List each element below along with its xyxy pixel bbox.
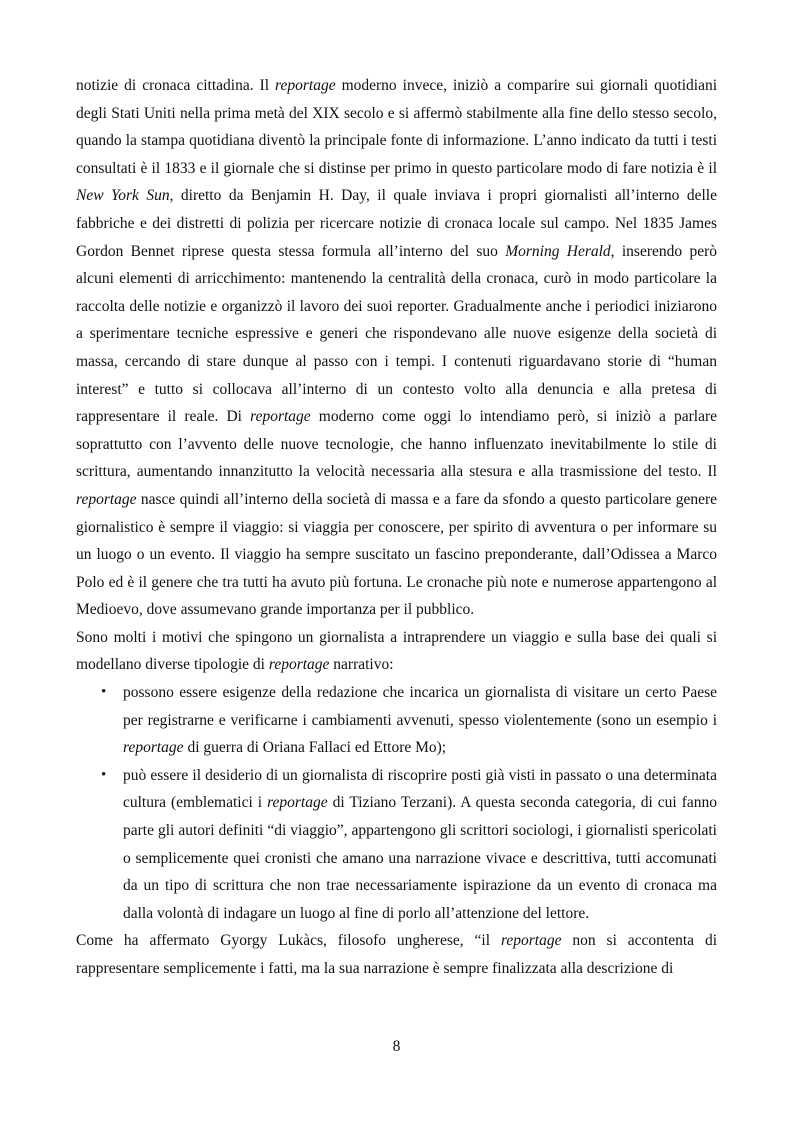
italic-text: reportage [76,490,137,508]
text-run: moderno invece, iniziò a comparire sui giornali quotidiani degli Stati Uniti nella prima metà del XIX secolo e si affermò stabilmente alla fine dello stesso secolo, quando la stampa quotidiana diventò la principale fonte di informazione. L’anno indicato da tutti i testi consultati è il 1833 e il giornale che si distinse per primo in questo particolare modo di fare notizia è il [76,77,718,177]
text-run: notizie di cronaca cittadina. Il [76,77,276,94]
page-body [76,72,717,983]
italic-text: Morning Herald [505,242,611,260]
text-run: , inserendo però alcuni elementi di arricchimento: mantenendo la centralità della cronaca, curò in modo particolare la raccolta delle notizie e organizzò il lavoro dei suoi reporter. Gradualmente anche i periodici iniziarono a sperimentare tecniche espressive e generi che rispondevano alle nuove esigenze della società di massa, cercando di stare dunque al passo con i tempi. I contenuti riguardavano storie di “human interest” e tutto si collocava all’interno di un contesto volto alla denuncia e alla pretesa di rappresentare il reale. Di [76,242,717,426]
text-run: Come ha affermato Gyorgy Lukàcs, filosofo ungherese, “il [76,932,501,950]
bullet-item-1 [76,679,717,762]
text-run: di guerra di Oriana Fallaci ed Ettore Mo); [183,739,447,757]
bullet-list [76,679,717,927]
italic-text: reportage [275,77,336,94]
bullet-item-2 [76,762,717,928]
text-run: non si accontenta di rappresentare semplicemente i fatti, ma la sua narrazione è sempre finalizzata alla descrizione di [76,932,717,977]
text-run: nasce quindi all’interno della società di massa e a fare da sfondo a questo particolare genere giornalistico è sempre il viaggio: si viaggia per conoscere, per spirito di avventura o per informare su un luogo o un evento. Il viaggio ha sempre suscitato un fascino preponderante, dall’Odissea a Marco Polo ed è il genere che tra tutti ha avuto più fortuna. Le cronache più note e numerose appartengono al Medioevo, dove assumevano grande importanza per il pubblico. [76,490,717,619]
italic-text: reportage [268,656,330,674]
italic-text: reportage [500,932,562,950]
bullet-text-2 [123,767,717,922]
italic-text: New York Sun [76,187,170,205]
bullet-marker: • [101,766,107,783]
text-run: moderno come oggi lo intendiamo però, si iniziò a parlare soprattutto con l’avvento delle nuove tecnologie, che hanno influenzato inevitabilmente lo stile di scrittura, aumentando innanzitutto la velocità necessaria alla stesura e alla trasmissione del testo. Il [76,408,717,481]
bullet-text-1 [123,684,717,756]
body-paragraph-2 [76,624,717,679]
italic-text: reportage [267,794,328,812]
italic-text: reportage [250,408,311,426]
text-run: possono essere esigenze della redazione che incarica un giornalista di visitare un certo Paese per registrarne e verificarne i cambiamenti avvenuti, spesso violentemente (sono un esempio i [123,684,717,729]
text-run: narrativo: [329,656,394,674]
bullet-marker: • [101,684,107,701]
page-number: 8 [392,1038,401,1055]
italic-text: reportage [123,739,184,757]
text-run: può essere il desiderio di un giornalista di riscoprire posti già visti in passato o una determinata cultura (emblematici i [123,766,717,812]
text-run: di Tiziano Terzani). A questa seconda categoria, di cui fanno parte gli autori definiti “di viaggio”, appartengono gli scrittori sociologi, i giornalisti spericolati o semplicemente quei cronisti che amano una narrazione vivace e descrittiva, tutti accomunati da un tipo di scrittura che non trae necessariamente ispirazione da un evento di cronaca ma dalla volontà di indagare un luogo al fine di porlo all’attenzione del lettore. [123,794,717,922]
body-paragraph-3 [76,927,717,982]
text-run: Sono molti i motivi che spingono un giornalista a intraprendere un viaggio e sulla base dei quali si modellano diverse tipologie di [76,628,717,674]
text-run: , diretto da Benjamin H. Day, il quale inviava i propri giornalisti all’interno delle fabbriche e dei distretti di polizia per ricercare notizie di cronaca locale sul campo. Nel 1835 James Gordon Bennet riprese questa stessa formula all’interno del suo [76,187,717,260]
body-paragraph-1 [76,72,717,624]
